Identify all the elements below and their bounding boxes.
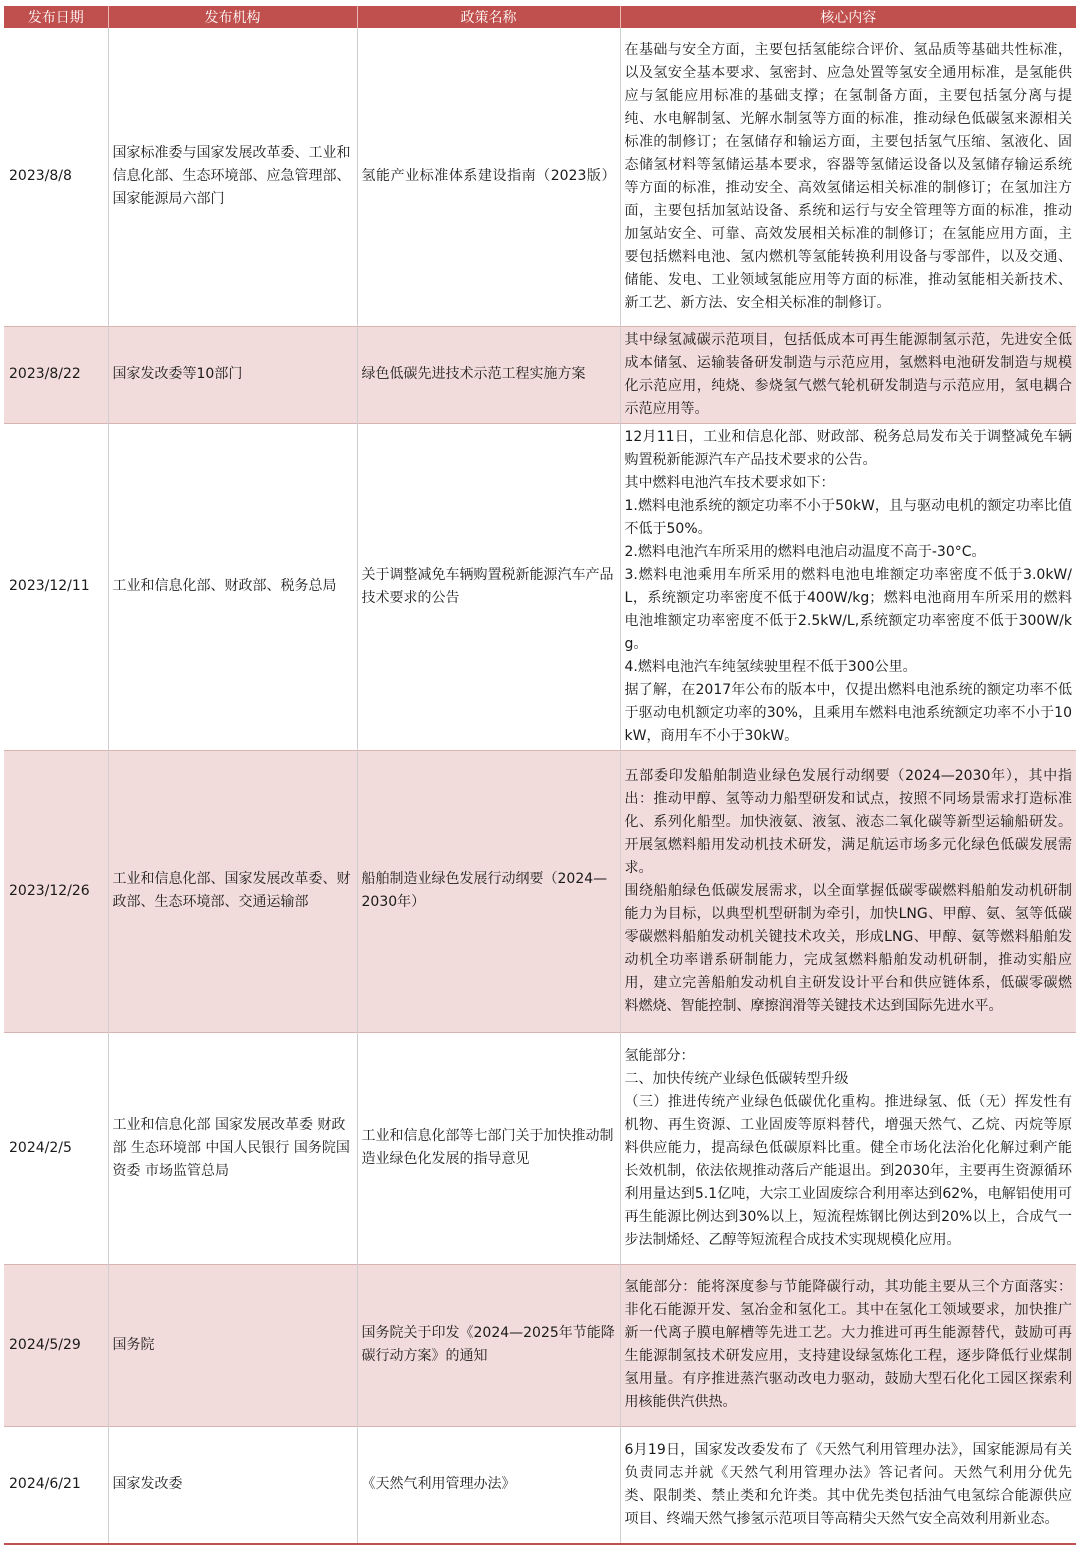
policy-table <box>4 6 1076 1545</box>
content-paragraph: 3.燃料电池乘用车所采用的燃料电池电堆额定功率密度不低于3.0kW/L，系统额定功率密度不低于400W/kg；燃料电池商用车所采用的燃料电池堆额定功率密度不低于2.5kW/L,系统额定功率密度不低于300W/kg。 <box>624 566 1072 652</box>
content-paragraph: 其中绿氢减碳示范项目，包括低成本可再生能源制氢示范，先进安全低成本储氢、运输装备研发制造与示范应用，氢燃料电池研发制造与规模化示范应用，纯烧、参烧氢气燃气轮机研发制造与示范应用，氢电耦合示范应用等。 <box>624 331 1072 417</box>
cell-policy: 国务院关于印发《2024—2025年节能降碳行动方案》的通知 <box>357 1264 620 1426</box>
content-paragraph: 在基础与安全方面，主要包括氢能综合评价、氢品质等基础共性标准，以及氢安全基本要求、氢密封、应急处置等氢安全通用标准，是氢能供应与氢能应用标准的基础支撑；在氢制备方面，主要包括氢分离与提纯、水电解制氢、光解水制氢等方面的标准，推动绿色低碳氢来源相关标准的制修订；在氢储存和输运方面，主要包括氢气压缩、氢液化、固态储氢材料等氢储运基本要求，容器等氢储运设备以及氢储存输运系统等方面的标准，推动安全、高效氢储运相关标准的制修订；在氢加注方面，主要包括加氢站设备、系统和运行与安全管理等方面的标准，推动加氢站安全、可靠、高效发展相关标准的制修订；在氢能应用方面，主要包括燃料电池、氢内燃机等氢能转换利用设备与零部件，以及交通、储能、发电、工业领域氢能应用等方面的标准，推动氢能相关新技术、新工艺、新方法、安全相关标准的制修订。 <box>624 41 1072 311</box>
cell-date: 2023/12/11 <box>4 423 108 750</box>
cell-org: 国家发改委等10部门 <box>108 326 357 423</box>
content-paragraph: 二、加快传统产业绿色低碳转型升级 <box>624 1070 849 1087</box>
cell-date: 2023/12/26 <box>4 750 108 1032</box>
cell-content <box>620 1032 1076 1264</box>
table-row <box>4 750 1076 1032</box>
cell-content <box>620 28 1076 326</box>
content-paragraph: 氢能部分： <box>624 1047 695 1064</box>
cell-content <box>620 750 1076 1032</box>
cell-org: 工业和信息化部 国家发展改革委 财政部 生态环境部 中国人民银行 国务院国资委 市场监管总局 <box>108 1032 357 1264</box>
content-paragraph: 2.燃料电池汽车所采用的燃料电池启动温度不高于-30°C。 <box>624 543 986 560</box>
cell-org: 国家标准委与国家发展改革委、工业和信息化部、生态环境部、应急管理部、国家能源局六部门 <box>108 28 357 326</box>
cell-org: 国务院 <box>108 1264 357 1426</box>
table-row <box>4 1426 1076 1544</box>
table-row <box>4 1032 1076 1264</box>
cell-date: 2024/6/21 <box>4 1426 108 1544</box>
content-paragraph: （三）推进传统产业绿色低碳优化重构。推进绿氢、低（无）挥发性有机物、再生资源、工业固废等原料替代，增强天然气、乙烷、丙烷等原料供应能力，提高绿色低碳原料比重。健全市场化法治化化解过剩产能长效机制，依法依规推动落后产能退出。到2030年，主要再生资源循环利用量达到5.1亿吨，大宗工业固废综合利用率达到62%，电解铝使用可再生能源比例达到30%以上，短流程炼钢比例达到20%以上，合成气一步法制烯烃、乙醇等短流程合成技术实现规模化应用。 <box>624 1093 1072 1248</box>
cell-policy: 氢能产业标准体系建设指南（2023版） <box>357 28 620 326</box>
table-row <box>4 1264 1076 1426</box>
cell-org: 工业和信息化部、国家发展改革委、财政部、生态环境部、交通运输部 <box>108 750 357 1032</box>
cell-date: 2024/5/29 <box>4 1264 108 1426</box>
cell-policy: 关于调整减免车辆购置税新能源汽车产品技术要求的公告 <box>357 423 620 750</box>
cell-date: 2023/8/8 <box>4 28 108 326</box>
content-paragraph: 1.燃料电池系统的额定功率不小于50kW，且与驱动电机的额定功率比值不低于50%。 <box>624 497 1072 537</box>
cell-policy: 《天然气利用管理办法》 <box>357 1426 620 1544</box>
content-paragraph: 6月19日，国家发改委发布了《天然气利用管理办法》，国家能源局有关负责同志并就《天然气利用管理办法》答记者问。天然气利用分优先类、限制类、禁止类和允许类。其中优先类包括油气电氢综合能源供应项目、终端天然气掺氢示范项目等高精尖天然气安全高效利用新业态。 <box>624 1441 1072 1527</box>
cell-policy: 工业和信息化部等七部门关于加快推动制造业绿色化发展的指导意见 <box>357 1032 620 1264</box>
cell-content <box>620 1426 1076 1544</box>
content-paragraph: 五部委印发船舶制造业绿色发展行动纲要（2024—2030年），其中指出：推动甲醇、氢等动力船型研发和试点，按照不同场景需求打造标准化、系列化船型。加快液氨、液氢、液态二氧化碳等新型运输船研发。开展氢燃料船用发动机技术研发，满足航运市场多元化绿色低碳发展需求。 <box>624 767 1072 876</box>
cell-date: 2023/8/22 <box>4 326 108 423</box>
content-paragraph: 4.燃料电池汽车纯氢续驶里程不低于300公里。 <box>624 658 917 675</box>
content-paragraph: 12月11日，工业和信息化部、财政部、税务总局发布关于调整减免车辆购置税新能源汽车产品技术要求的公告。 <box>624 428 1072 468</box>
header-org: 发布机构 <box>108 6 357 28</box>
cell-content <box>620 1264 1076 1426</box>
content-paragraph: 据了解，在2017年公布的版本中，仅提出燃料电池系统的额定功率不低于驱动电机额定功率的30%，且乘用车燃料电池系统额定功率不小于10kW，商用车不小于30kW。 <box>624 681 1072 744</box>
cell-org: 工业和信息化部、财政部、税务总局 <box>108 423 357 750</box>
cell-content <box>620 423 1076 750</box>
table-row <box>4 423 1076 750</box>
header-policy: 政策名称 <box>357 6 620 28</box>
cell-date: 2024/2/5 <box>4 1032 108 1264</box>
content-paragraph: 氢能部分：能将深度参与节能降碳行动，其功能主要从三个方面落实：非化石能源开发、氢冶金和氢化工。其中在氢化工领域要求，加快推广新一代离子膜电解槽等先进工艺。大力推进可再生能源替代，鼓励可再生能源制氢技术研发应用，支持建设绿氢炼化工程，逐步降低行业煤制氢用量。有序推进蒸汽驱动改电力驱动，鼓励大型石化化工园区探索利用核能供汽供热。 <box>624 1279 1072 1410</box>
table-row <box>4 326 1076 423</box>
cell-policy: 船舶制造业绿色发展行动纲要（2024—2030年） <box>357 750 620 1032</box>
cell-org: 国家发改委 <box>108 1426 357 1544</box>
header-date: 发布日期 <box>4 6 108 28</box>
header-content: 核心内容 <box>620 6 1076 28</box>
header-row <box>4 6 1076 28</box>
content-paragraph: 其中燃料电池汽车技术要求如下： <box>624 474 835 491</box>
cell-content <box>620 326 1076 423</box>
cell-policy: 绿色低碳先进技术示范工程实施方案 <box>357 326 620 423</box>
content-paragraph: 围绕船舶绿色低碳发展需求，以全面掌握低碳零碳燃料船舶发动机研制能力为目标，以典型机型研制为牵引，加快LNG、甲醇、氨、氢等低碳零碳燃料船舶发动机关键技术攻关，形成LNG、甲醇、氨等燃料船舶发动机全功率谱系研制能力，完成氢燃料船舶发动机研制，推动实船应用，建立完善船舶发动机自主研发设计平台和供应链体系，低碳零碳燃料燃烧、智能控制、摩擦润滑等关键技术达到国际先进水平。 <box>624 882 1072 1014</box>
table-row <box>4 28 1076 326</box>
